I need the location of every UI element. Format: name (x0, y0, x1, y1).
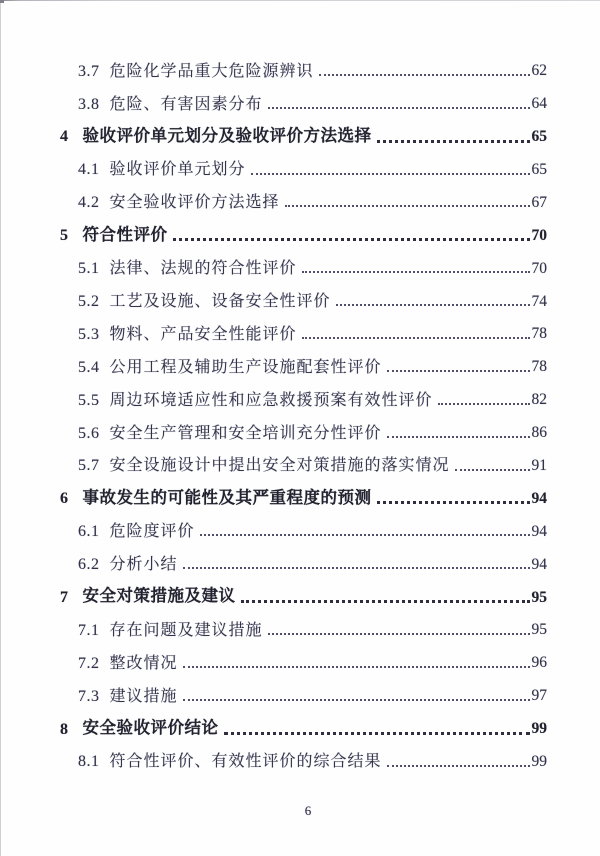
toc-entry-number: 6.1 (78, 523, 100, 541)
toc-entry-title: 整改情况 (109, 654, 178, 672)
toc-entry (60, 212, 547, 245)
toc-entry-page: 97 (531, 687, 547, 705)
toc-dot-leader (336, 304, 530, 306)
toc-entry-title: 符合性评价、有效性评价的综合结果 (109, 753, 382, 771)
toc-entry (60, 443, 547, 476)
toc-dot-leader (268, 107, 530, 109)
toc-entry-page: 62 (531, 62, 547, 80)
toc-dot-leader (200, 534, 530, 536)
toc-entry-page: 91 (531, 456, 547, 474)
toc-dot-leader (319, 74, 530, 76)
toc-dot-leader (377, 501, 530, 504)
toc-entry (60, 48, 547, 81)
toc-entry-page: 65 (531, 128, 547, 146)
toc-entry (60, 114, 547, 147)
toc-entry-page: 78 (531, 358, 547, 376)
toc-entry (60, 311, 547, 344)
toc-entry-title: 安全验收评价结论 (82, 718, 219, 737)
toc-entry-page: 65 (531, 160, 547, 178)
toc-entry (60, 640, 547, 673)
toc-entry-number: 5.4 (78, 358, 100, 376)
toc-entry-number: 4 (60, 128, 69, 146)
toc-dot-leader (183, 567, 530, 569)
toc-dot-leader (285, 205, 530, 207)
toc-entry-number: 3.7 (78, 62, 100, 80)
toc-entry (60, 377, 547, 410)
toc-entry-title: 物料、产品安全性能评价 (109, 325, 297, 343)
toc-entry (60, 344, 547, 377)
toc-entry-title: 建议措施 (109, 687, 178, 705)
toc-entry (60, 739, 547, 772)
toc-entry (60, 147, 547, 180)
toc-dot-leader (241, 600, 530, 603)
toc-entry-title: 法律、法规的符合性评价 (109, 260, 297, 278)
toc-entry-title: 存在问题及建议措施 (109, 621, 263, 639)
toc-entry-title: 分析小结 (109, 556, 178, 574)
toc-entry (60, 81, 547, 114)
toc-dot-leader (377, 140, 530, 143)
toc-entry-number: 5.3 (78, 325, 100, 343)
toc-entry (60, 410, 547, 443)
toc-entry-title: 验收评价单元划分 (109, 161, 246, 179)
toc-dot-leader (455, 469, 530, 471)
toc-entry-page: 99 (531, 720, 547, 738)
toc-entry-page: 99 (531, 753, 547, 770)
toc-entry (60, 278, 547, 311)
toc-dot-leader (224, 732, 530, 735)
toc-entry-number: 5 (60, 227, 69, 245)
toc-entry-title: 公用工程及辅助生产设施配套性评价 (109, 358, 382, 376)
toc-dot-leader (173, 238, 530, 241)
toc-entry-number: 6 (60, 490, 69, 508)
toc-entry (60, 541, 547, 574)
toc-entry-title: 安全验收评价方法选择 (109, 194, 280, 212)
toc-entry-title: 安全设施设计中提出安全对策措施的落实情况 (109, 457, 450, 475)
toc-entry-page: 82 (531, 391, 547, 409)
toc-entry-number: 4.1 (78, 161, 100, 179)
toc-entry-page: 67 (531, 193, 547, 211)
toc-dot-leader (302, 337, 530, 339)
toc-entry-page: 64 (531, 95, 547, 113)
toc-dot-leader (183, 699, 530, 701)
toc-entry (60, 706, 547, 739)
page-number: 6 (304, 803, 312, 818)
toc-entry-number: 8.1 (78, 753, 100, 771)
toc-entry-number: 3.8 (78, 95, 100, 113)
toc-entry-number: 5.7 (78, 457, 100, 475)
toc-entry-page: 95 (531, 588, 547, 606)
toc-entry-title: 验收评价单元划分及验收评价方法选择 (82, 126, 372, 145)
toc-entry (60, 476, 547, 509)
toc-entry-title: 安全对策措施及建议 (82, 587, 236, 606)
toc-entry-number: 7.3 (78, 687, 100, 705)
toc-entry-page: 78 (531, 325, 547, 343)
toc-entry-title: 安全生产管理和安全培训充分性评价 (109, 424, 382, 442)
toc-entry-page: 86 (531, 424, 547, 442)
toc-entry (60, 673, 547, 706)
toc-entry-page: 96 (531, 654, 547, 672)
toc-entry-number: 6.2 (78, 556, 100, 574)
toc-entry-number: 7 (60, 588, 69, 606)
toc-entry (60, 180, 547, 213)
toc-entry-page: 95 (531, 621, 547, 639)
toc-dot-leader (438, 403, 530, 405)
toc-dot-leader (387, 436, 530, 438)
toc-entry-number: 5.1 (78, 260, 100, 278)
toc-dot-leader (387, 765, 530, 767)
toc-dot-leader (387, 370, 530, 372)
page-footer (8, 802, 600, 820)
toc-entry-title: 危险化学品重大危险源辨识 (109, 62, 314, 80)
toc-entry-number: 8 (60, 720, 69, 738)
toc-entry-number: 7.2 (78, 654, 100, 672)
toc-entry-page: 94 (531, 522, 547, 540)
toc-entry-title: 危险、有害因素分布 (109, 95, 263, 113)
toc-entry-page: 70 (531, 259, 547, 277)
toc-entry-page: 74 (531, 292, 547, 310)
toc-entry-title: 符合性评价 (82, 225, 168, 244)
toc-entry-page: 94 (531, 555, 547, 573)
toc-entry-number: 7.1 (78, 621, 100, 639)
toc-entry-number: 4.2 (78, 194, 100, 212)
toc-entry (60, 607, 547, 640)
toc-dot-leader (302, 271, 530, 273)
toc-entry-number: 5.5 (78, 391, 100, 409)
toc-entry-title: 工艺及设施、设备安全性评价 (109, 292, 331, 310)
toc-entry-page: 94 (531, 489, 547, 507)
toc-entry (60, 574, 547, 607)
toc-dot-leader (251, 173, 530, 175)
toc-entry-number: 5.6 (78, 424, 100, 442)
toc-dot-leader (268, 633, 530, 635)
toc-entry-title: 事故发生的可能性及其严重程度的预测 (82, 488, 372, 507)
toc-entry (60, 508, 547, 541)
toc-entry (60, 245, 547, 278)
toc-entry-title: 危险度评价 (109, 523, 195, 541)
toc-entry-number: 5.2 (78, 292, 100, 310)
toc-entry-title: 周边环境适应性和应急救援预案有效性评价 (109, 391, 433, 409)
toc-dot-leader (183, 666, 530, 668)
toc-entry-page: 70 (531, 226, 547, 244)
